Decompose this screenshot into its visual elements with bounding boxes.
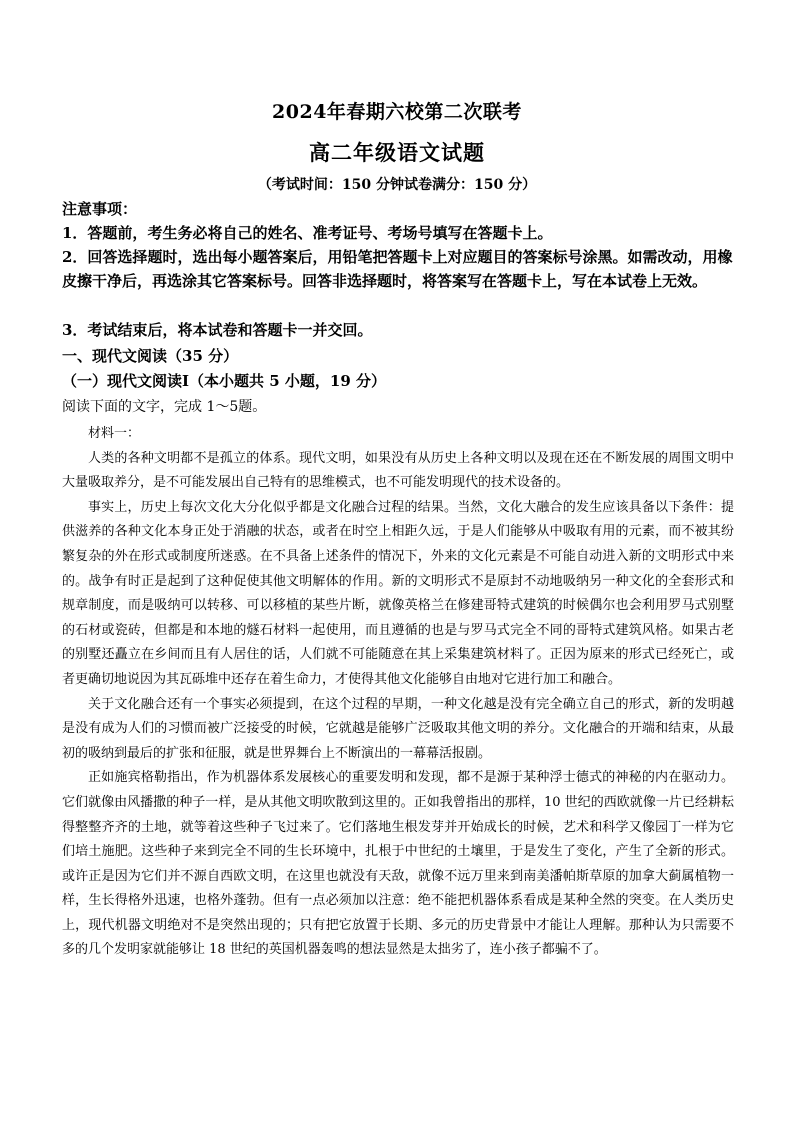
notice-heading: 注意事项： <box>62 200 138 218</box>
reading-passage <box>62 422 734 963</box>
reading-instruction: 阅读下面的文字，完成 1～5题。 <box>62 399 267 415</box>
passage-paragraph-1: 人类的各种文明都不是孤立的体系。现代文明，如果没有从历史上各种文明以及现在还在不断发展的周围文明中大量吸取养分，是不可能发展出自己特有的思维模式，也不可能发明现代的技术设备的。 <box>62 450 734 491</box>
exam-info: （考试时间：150 分钟试卷满分：150 分） <box>257 177 537 193</box>
notice-item-3: 3．考试结束后，将本试卷和答题卡一并交回。 <box>62 321 373 339</box>
subsection-heading: （一）现代文阅读Ⅰ（本小题共 5 小题，19 分） <box>62 372 386 390</box>
notice-item-1: 1．答题前，考生务必将自己的姓名、准考证号、考场号填写在答题卡上。 <box>62 224 553 242</box>
passage-paragraph-3: 关于文化融合还有一个事实必须提到，在这个过程的早期，一种文化越是没有完全确立自己的形式，新的发明越是没有成为人们的习惯而被广泛接受的时候，它就越是能够广泛吸取其他文明的养分。文化融合的开端和结束，从最初的吸纳到最后的扩张和征服，就是世界舞台上不断演出的一幕幕活报剧。 <box>62 696 734 761</box>
exam-subtitle: 高二年级语文试题 <box>309 140 485 165</box>
notice-item-2: 2．回答选择题时，选出每小题答案后，用铅笔把答题卡上对应题目的答案标号涂黑。如需改动，用橡皮擦干净后，再选涂其它答案标号。回答非选择题时，将答案写在答题卡上，写在本试卷上无效。 <box>62 248 733 290</box>
material-label: 材料一： <box>88 426 141 441</box>
passage-paragraph-4: 正如施宾格勒指出，作为机器体系发展核心的重要发明和发现，都不是源于某种浮士德式的神秘的内在驱动力。它们就像由风播撒的种子一样，是从其他文明吹散到这里的。正如我曾指出的那样，10 世纪的西欧就像一片已经耕耘得整整齐齐的土地，就等着这些种子飞过来了。它们落地生根发芽并开始成长的时候，艺术和科学又像园丁一样为它们培土施肥。这些种子来到完全不同的生长环境中，扎根于中世纪的土壤里，于是发生了变化，产生了全新的形式。或许正是因为它们并不源自西欧文明，在这里也就没有天敌，就像不远万里来到南美潘帕斯草原的加拿大蓟属植物一样，生长得格外迅速，也格外蓬勃。但有一点必须加以注意：绝不能把机器体系看成是某种全然的突变。在人类历史上，现代机器文明绝对不是突然出现的；只有把它放置于长期、多元的历史背景中才能让人理解。那种认为只需要不多的几个发明家就能够让 18 世纪的英国机器轰鸣的想法显然是太拙劣了，连小孩子都骗不了。 <box>62 770 734 958</box>
section-heading: 一、现代文阅读（35 分） <box>62 347 239 365</box>
passage-paragraph-2: 事实上，历史上每次文化大分化似乎都是文化融合过程的结果。当然，文化大融合的发生应该具备以下条件：提供滋养的各种文化本身正处于消融的状态，或者在时空上相距久远，于是人们能够从中吸取有用的元素，而不被其纷繁复杂的外在形式或制度所迷惑。在不具备上述条件的情况下，外来的文化元素是不可能自动进入新的文明形式中来的。战争有时正是起到了这种促使其他文明解体的作用。新的文明形式不是原封不动地吸纳另一种文化的全套形式和规章制度，而是吸纳可以转移、可以移植的某些片断，就像英格兰在修建哥特式建筑的时候偶尔也会利用罗马式别墅的石材或瓷砖，但都是和本地的燧石材料一起使用，而且遵循的也是与罗马式完全不同的哥特式建筑风格。如果古老的别墅还矗立在乡间而且有人居住的话，人们就不可能随意在其上采集建筑材料了。正因为原来的形式已经死亡，或者更确切地说因为其瓦砾堆中还存在着生命力，才使得其他文化能够自由地对它进行加工和融合。 <box>62 499 734 687</box>
exam-title: 2024年春期六校第二次联考 <box>272 101 522 123</box>
